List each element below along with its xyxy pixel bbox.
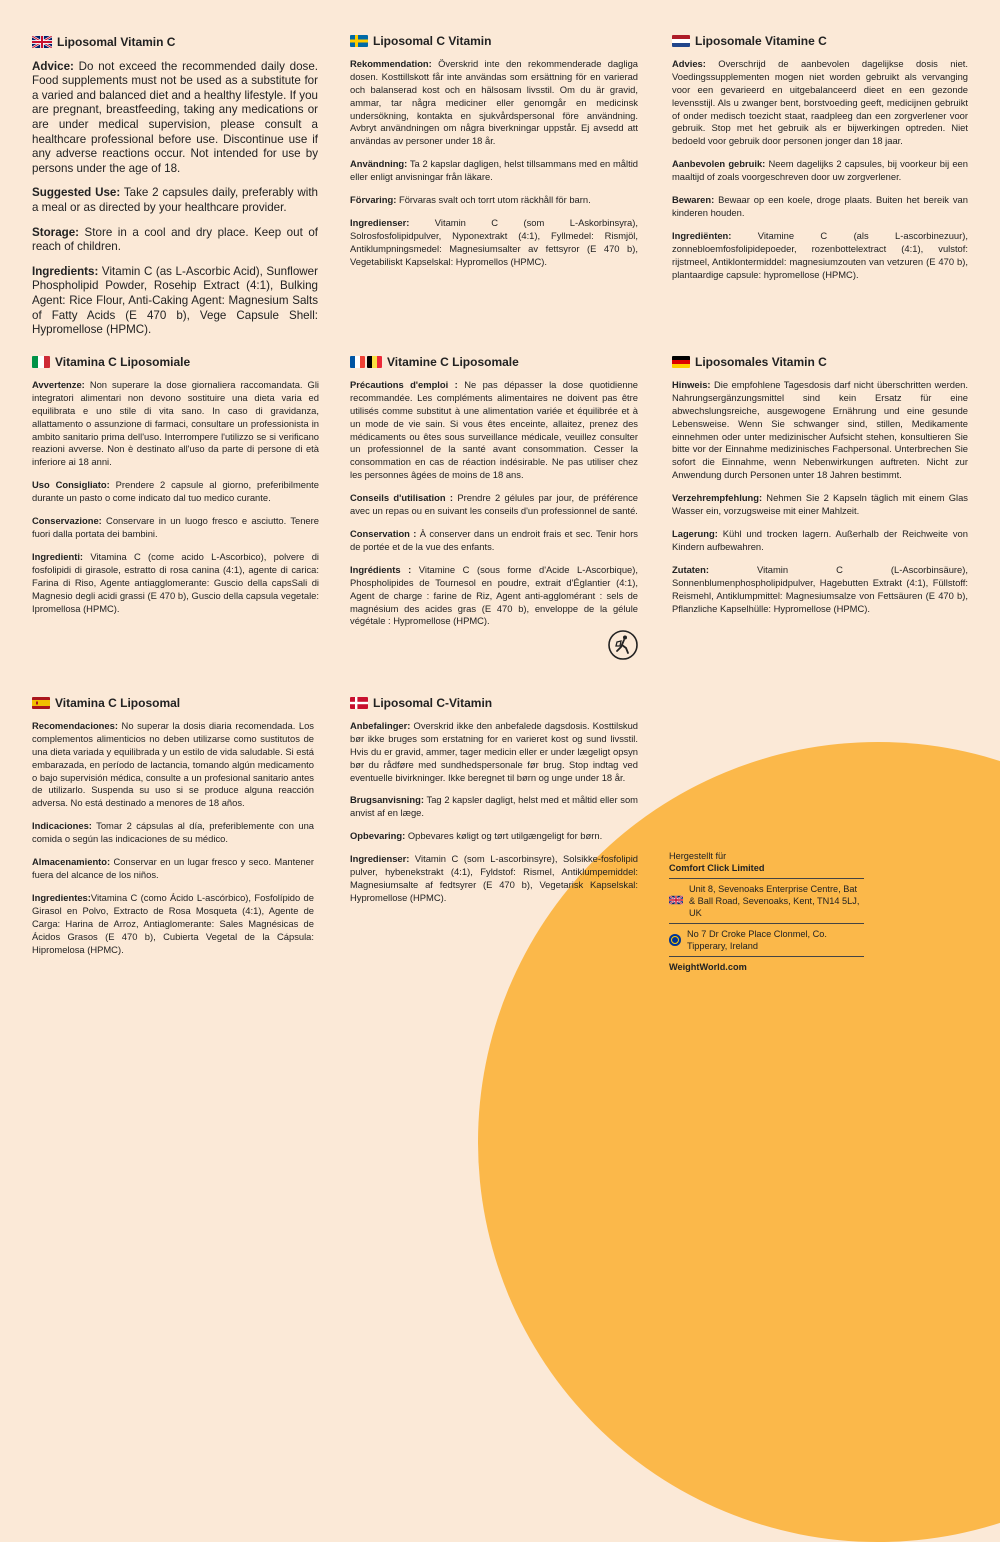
paragraph-text: Take 2 capsules daily, preferably with a meal or as directed by your healthcare provider. <box>32 186 318 214</box>
paragraph-label: Brugsanvisning: <box>350 794 424 806</box>
spain-flag-icon <box>32 697 50 709</box>
info-paragraph <box>350 217 638 269</box>
paragraph-label: Conservazione: <box>32 515 102 527</box>
info-paragraph <box>32 820 314 846</box>
info-paragraph <box>672 492 968 518</box>
paragraph-label: Storage: <box>32 225 80 239</box>
france-belgium-flags-icon <box>350 356 382 368</box>
section-nl <box>672 35 968 292</box>
section-title <box>350 697 638 710</box>
section-title <box>350 35 638 48</box>
info-paragraph <box>350 379 638 482</box>
denmark-flag-icon <box>350 697 368 709</box>
info-paragraph <box>32 892 314 957</box>
paragraph-label: Conservation : <box>350 527 417 539</box>
paragraph-label: Précautions d'emploi : <box>350 378 458 390</box>
paragraph-text: Non superare la dose giornaliera raccomandata. Gli integratori alimentari non devono sostituire una dieta varia ed equilibrata e uno stile di vita sano. In caso di gravidanza, allattamento o assunzione di farmaci, consultare un professionista in ambito sanitario prima dell'uso. Interrompere l'utilizzo se si verificano reazioni avverse. Non è destinato all'uso da parte di persone di età inferiore ai 18 anni. <box>32 378 319 468</box>
paragraph-text: Förvaras svalt och torrt utom räckhåll för barn. <box>396 194 591 206</box>
paragraph-label: Ingrédients : <box>350 563 412 575</box>
info-paragraph <box>672 379 968 482</box>
section-title <box>672 356 968 369</box>
website-link[interactable]: WeightWorld.com <box>669 962 747 972</box>
paragraph-text: Overschrijd de aanbevolen dagelijkse dosis niet. Voedingssupplementen mogen niet worden gebruikt als vervanging voor een gevarieerd en uitgebalanceerd dieet en een gezonde levensstijl. Als u zwanger bent, borstvoeding geeft, medicijnen gebruikt of onder medisch toezicht staat, raadpleeg dan een zorgverlener voor gebruik. Stop met het gebruik als er bijwerkingen optreden. Niet bedoeld voor gebruik door personen jonger dan 18 jaar. <box>672 57 968 147</box>
uk-address: Unit 8, Sevenoaks Enterprise Centre, Bat & Ball Road, Sevenoaks, Kent, TN14 5LJ, UK <box>689 884 860 918</box>
paragraph-label: Opbevaring: <box>350 830 406 842</box>
paragraph-text: Vitamina C (come acido L-Ascorbico), polvere di fosfolipidi di girasole, estratto di rosa canina (4:1), agente di carica: Farina di Riso, Agente antiagglomerante: Guscio della capsSali di Magnesio degli acidi grassi (E 470 b), Guscio della capsula vegetale: Ipromellosa (HPMC). <box>32 550 319 614</box>
section-title <box>32 35 318 50</box>
paragraph-label: Conseils d'utilisation : <box>350 492 454 504</box>
paragraph-label: Ingredientes: <box>32 891 91 903</box>
paragraph-text: Vitamin C (L-Ascorbinsäure), Sonnenblumenphospholipidpulver, Hagebutten Extrakt (4:1), Füllstoff: Reismehl, Antiklumpmittel: Magnesiumsalze von Fettsäuren (E 470 b), Pflanzliche Kapselhülle: Hypromellose (HPMC). <box>672 563 968 614</box>
uk-flag-icon <box>669 895 683 907</box>
paragraph-label: Zutaten: <box>672 563 709 575</box>
info-paragraph <box>32 515 319 541</box>
paragraph-label: Ingredienser: <box>350 853 410 865</box>
paragraph-text: Overskrid ikke den anbefalede dagsdosis. Kosttilskud bør ikke bruges som erstatning for en varieret kost og sund livsstil. Hvis du er gravid, ammer, tager medicin eller er under lægeligt opsyn bør du rådføre med sundhedspersonale før brug. Stop indtag ved eventuelle bivirkninger. Ikke beregnet til børn og unge under 18 år. <box>350 719 638 783</box>
paragraph-label: Rekommendation: <box>350 57 432 69</box>
section-it <box>32 356 319 625</box>
info-paragraph <box>350 830 638 843</box>
paragraph-text: Die empfohlene Tagesdosis darf nicht überschritten werden. Nahrungsergänzungsmittel sind kein Ersatz für eine abwechslungsreiche, ausgewogene Ernährung und eine gesunde Lebensweise. Wenn Sie schwanger sind, stillen, Medikamente einnehmen oder unter medizinischer Aufsicht stehen, konsultieren Sie bitte vor der Einnahme medizinisches Fachpersonal. Unterbrechen Sie sofort die Einnahme, wenn Nebenwirkungen auftreten. Nicht zur Anwendung durch Personen unter 18 Jahren bestimmt. <box>672 378 968 481</box>
paragraph-text: Vitamin C (som L-ascorbinsyre), Solsikke-fosfolipid pulver, hybenekstrakt (4:1), Fyldstof: Rismel, Antiklumpemiddel: Magnesiumsalte af fedtsyrer (E 470 b), Vegetarisk Kapselskal: Hypromellose (HPMC). <box>350 853 638 903</box>
paragraph-label: Bewaren: <box>672 194 715 206</box>
info-paragraph <box>350 794 638 820</box>
section-title <box>32 356 319 369</box>
paragraph-text: Prendere 2 capsule al giorno, preferibilmente durante un pasto o come indicato dal tuo medico curante. <box>32 479 319 504</box>
section-title-text: Liposomales Vitamin C <box>695 355 827 369</box>
paragraph-text: Tag 2 kapsler dagligt, helst med et måltid eller som anvist af en læge. <box>350 794 638 819</box>
paragraph-label: Förvaring: <box>350 194 397 206</box>
paragraph-text: No superar la dosis diaria recomendada. Los complementos alimenticios no deben utilizarse como sustitutos de una dieta variada y equilibrada y un estilo de vida saludable. Si está embarazada, en período de lactancia, tomando algún medicamento o bajo supervisión médica, consulte a un profesional sanitario antes de utilizarlo. Suspenda su uso si se produce alguna reacción adversa. No está destinado a menores de 18 años. <box>32 719 314 809</box>
section-title <box>350 356 638 369</box>
info-paragraph <box>672 564 968 616</box>
paragraph-label: Indicaciones: <box>32 820 92 832</box>
section-title-text: Vitamina C Liposomal <box>55 696 181 710</box>
paragraph-label: Suggested Use: <box>32 186 121 200</box>
paragraph-text: À conserver dans un endroit frais et sec. Tenir hors de portée et de la vue des enfants. <box>350 527 638 552</box>
germany-flag-icon <box>672 356 690 368</box>
paragraph-text: Kühl und trocken lagern. Außerhalb der Reichweite von Kindern aufbewahren. <box>672 527 968 552</box>
paragraph-label: Advies: <box>672 57 706 69</box>
section-es <box>32 697 314 966</box>
paragraph-label: Recomendaciones: <box>32 719 118 731</box>
paragraph-label: Ingredienser: <box>350 216 410 228</box>
section-de <box>672 356 968 625</box>
info-paragraph <box>672 230 968 282</box>
tidyman-recycle-icon <box>608 630 638 660</box>
italy-flag-icon <box>32 356 50 368</box>
info-paragraph <box>672 58 968 148</box>
paragraph-text: Ne pas dépasser la dose quotidienne recommandée. Les compléments alimentaires ne doivent pas être utilisés comme substitut à une alimentation variée et équilibrée et à un mode de vie sain. Si vous êtes enceinte, allaitez, prenez des médicaments ou êtes sous surveillance médicale, veuillez consulter un professionnel de la santé avant consommation. Cesser la consommation en cas de réaction indésirable. Ne pas utiliser chez les personnes âgées de moins de 18 ans. <box>350 378 638 481</box>
info-paragraph <box>32 479 319 505</box>
info-paragraph <box>32 720 314 810</box>
paragraph-text: Opbevares køligt og tørt utilgængeligt for børn. <box>405 830 603 842</box>
sweden-flag-icon <box>350 35 368 47</box>
info-paragraph <box>32 856 314 882</box>
section-title-text: Liposomal C Vitamin <box>373 34 492 48</box>
info-paragraph <box>32 186 318 215</box>
paragraph-text: Store in a cool and dry place. Keep out of reach of children. <box>32 225 318 254</box>
company-name: Comfort Click Limited <box>669 863 765 873</box>
info-paragraph <box>672 528 968 554</box>
paragraph-label: Hinweis: <box>672 378 711 390</box>
paragraph-label: Aanbevolen gebruik: <box>672 158 766 170</box>
section-title-text: Liposomal C-Vitamin <box>373 696 493 710</box>
paragraph-text: Do not exceed the recommended daily dose. Food supplements must not be used as a substitute for a varied and balanced diet and a healthy lifestyle. If you are pregnant, breastfeeding, taking any medications or are under medical supervision, please consult a healthcare professional before use. Discontinue use if any adverse reactions occur. Not intended for use by persons under the age of 18. <box>32 59 318 175</box>
paragraph-text: Nehmen Sie 2 Kapseln täglich mit einem Glas Wasser ein, vorzugsweise mit einer Mahlzeit. <box>672 492 968 517</box>
info-paragraph <box>672 194 968 220</box>
section-sv <box>350 35 638 279</box>
paragraph-text: Vitamin C (as L-Ascorbic Acid), Sunflower Phospholipid Powder, Rosehip Extract (4:1), Bulking Agent: Rice Flour, Anti-Caking Agent: Magnesium Salts of Fatty Acids (E 470 b), Vege Capsule Shell: Hypromellose (HPMC). <box>32 264 318 337</box>
paragraph-label: Advice: <box>32 59 74 73</box>
info-paragraph <box>350 158 638 184</box>
paragraph-label: Almacenamiento: <box>32 856 111 868</box>
paragraph-label: Ingrediënten: <box>672 229 732 241</box>
paragraph-text: Vitamina C (como Ácido L-ascórbico), Fosfolípido de Girasol en Polvo, Extracto de Rosa Mosqueta (4:1), Agente de Carga: Harina de Arroz, Antiaglomerante: Sales Magnésicas de Ácidos Grasos (E 470 b), Cubierta Vegetal de la Cápsula: Hipromelosa (HPMC). <box>32 891 314 955</box>
info-paragraph <box>32 60 318 177</box>
eu-address: No 7 Dr Croke Place Clonmel, Co. Tipperary, Ireland <box>687 929 827 951</box>
info-paragraph <box>350 194 638 207</box>
section-title-text: Vitamina C Liposomiale <box>55 355 191 369</box>
paragraph-label: Ingredients: <box>32 264 99 278</box>
manufacturer-contact <box>669 850 864 977</box>
section-title-text: Liposomal Vitamin C <box>57 35 176 49</box>
section-da <box>350 697 638 915</box>
paragraph-text: Vitamine C (sous forme d'Acide L-Ascorbique), Phospholipides de Tournesol en poudre, extrait d'Églantier (4:1), Agent de charge : farine de Riz, Agent anti-agglomérant : sels de magnésium des acides gras (E 470 b), enveloppe de la gélule végétale : Hypromellose (HPMC). <box>350 563 638 627</box>
info-paragraph <box>32 265 318 338</box>
section-title-text: Vitamine C Liposomale <box>387 355 519 369</box>
section-title <box>32 697 314 710</box>
paragraph-label: Anbefalinger: <box>350 719 411 731</box>
paragraph-label: Avvertenze: <box>32 378 85 390</box>
paragraph-label: Uso Consigliato: <box>32 479 110 491</box>
info-paragraph <box>32 379 319 469</box>
paragraph-text: Conservare in un luogo fresco e asciutto. Tenere fuori dalla portata dei bambini. <box>32 515 319 539</box>
section-en <box>32 35 318 348</box>
netherlands-flag-icon <box>672 35 690 47</box>
paragraph-text: Neem dagelijks 2 capsules, bij voorkeur bij een maaltijd of zoals voorgeschreven door uw zorgverlener. <box>672 158 968 183</box>
info-paragraph <box>350 564 638 629</box>
info-paragraph <box>32 226 318 255</box>
manufactured-for-label: Hergestellt für <box>669 851 727 861</box>
paragraph-label: Ingredienti: <box>32 550 84 562</box>
info-paragraph <box>350 492 638 518</box>
uk-flag-icon <box>32 36 52 48</box>
info-paragraph <box>350 853 638 905</box>
paragraph-text: Vitamine C (als L-ascorbinezuur), zonnebloemfosfolipidepoeder, rozenbottelextract (4:1), vulstof: rijstmeel, Antiklontermiddel: magnesiumzouten van vetzuren (E 470 b), plantaardige capsule: hypromellose (HPMC). <box>672 229 968 280</box>
paragraph-text: Bewaar op een koele, droge plaats. Buiten het bereik van kinderen houden. <box>672 194 968 218</box>
section-fr <box>350 356 638 638</box>
section-title <box>672 35 968 48</box>
paragraph-text: Överskrid inte den rekommenderade dagliga dosen. Kosttillskott får inte användas som ersättning för en varierad och balanserad kost och en hälsosam livsstil. Om du är gravid, ammar, tar några mediciner eller genomgår en medicinsk undersökning, kontakta en sjukvårdspersonal före användning. Avbryt användningen om några biverkningar uppstår. Ej avsedd att användas av personer under 18 år. <box>350 57 638 147</box>
info-paragraph <box>672 158 968 184</box>
info-paragraph <box>32 551 319 616</box>
eu-flag-icon <box>669 934 681 946</box>
info-paragraph <box>350 720 638 785</box>
section-title-text: Liposomale Vitamine C <box>695 34 827 48</box>
paragraph-label: Lagerung: <box>672 527 718 539</box>
paragraph-text: Conservar en un lugar fresco y seco. Mantener fuera del alcance de los niños. <box>32 856 314 880</box>
paragraph-text: Tomar 2 cápsulas al día, preferiblemente con una comida o según las indicaciones de su médico. <box>32 820 314 845</box>
paragraph-text: Ta 2 kapslar dagligen, helst tillsammans med en måltid eller enligt anvisningar från läkare. <box>350 158 638 183</box>
info-paragraph <box>350 528 638 554</box>
paragraph-label: Verzehrempfehlung: <box>672 492 763 504</box>
paragraph-text: Prendre 2 gélules par jour, de préférence avec un repas ou en suivant les conseils d'un professionnel de santé. <box>350 492 638 517</box>
paragraph-text: Vitamin C (som L-Askorbinsyra), Solrosfosfolipidpulver, Nyponextrakt (4:1), Fyllmedel: Rismjöl, Antiklumpningsmedel: Magnesiumsalter av fettsyror (E 470 b), Vegetabiliskt Kapselskal: Hypromellos (HPMC). <box>350 216 638 267</box>
info-paragraph <box>350 58 638 148</box>
paragraph-label: Användning: <box>350 158 408 170</box>
